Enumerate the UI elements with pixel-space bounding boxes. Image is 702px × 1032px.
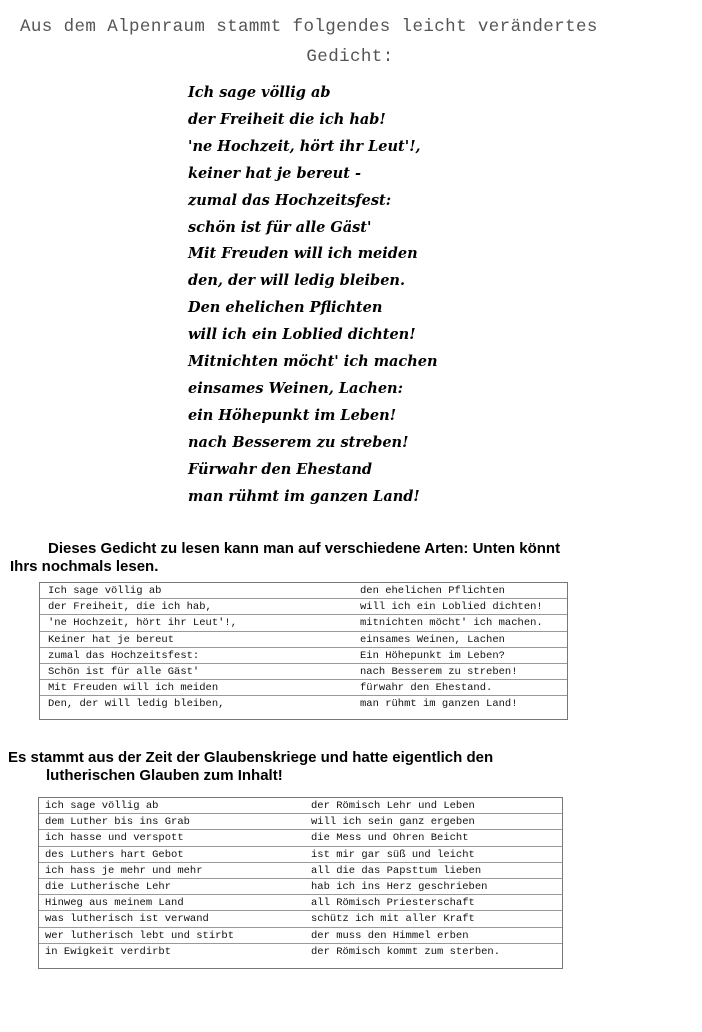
- cell-left: Ich sage völlig ab: [48, 585, 162, 597]
- section-2-heading-line-2: lutherischen Glauben zum Inhalt!: [46, 767, 283, 784]
- poem-line: schön ist für alle Gäst': [188, 218, 372, 236]
- cell-right: will ich sein ganz ergeben: [311, 816, 475, 829]
- cell-left: wer lutherisch lebt und stirbt: [45, 929, 235, 942]
- poem-line: keiner hat je bereut -: [188, 164, 361, 182]
- cell-right: die Mess und Ohren Beicht: [311, 832, 469, 845]
- table-row: [39, 863, 562, 879]
- table-row: [39, 895, 562, 911]
- cell-right: ist mir gar süß und leicht: [311, 848, 475, 861]
- cell-right: hab ich ins Herz geschrieben: [311, 880, 488, 893]
- section-1-heading-line-2: Ihrs nochmals lesen.: [10, 558, 159, 575]
- lutheran-table: [38, 797, 563, 969]
- poem-line: Den ehelichen Pflichten: [188, 299, 383, 317]
- cell-left: ich hasse und verspott: [45, 832, 184, 845]
- intro-text: [20, 12, 660, 72]
- table-row: [40, 696, 567, 712]
- poem-line: Mitnichten möcht' ich machen: [188, 353, 438, 371]
- table-row: [39, 830, 562, 846]
- table-row: [40, 599, 567, 615]
- table-row: [39, 928, 562, 944]
- table-row: [40, 615, 567, 631]
- poem-line: nach Besserem zu streben!: [188, 433, 409, 451]
- table-row: [40, 648, 567, 664]
- poem-line: Ich sage völlig ab: [188, 84, 331, 101]
- section-2-heading: [8, 749, 648, 785]
- cell-left: Schön ist für alle Gäst': [48, 665, 200, 678]
- cell-right: Ein Höhepunkt im Leben?: [360, 649, 505, 662]
- cell-left: Keiner hat je bereut: [48, 633, 175, 646]
- cell-right: fürwahr den Ehestand.: [360, 682, 493, 695]
- cell-left: Mit Freuden will ich meiden: [48, 682, 219, 695]
- poem-line: Mit Freuden will ich meiden: [188, 245, 418, 263]
- poem-line: Fürwahr den Ehestand: [188, 460, 373, 478]
- table-row: [40, 680, 567, 696]
- section-2-heading-line-1: Es stammt aus der Zeit der Glaubenskriege und hatte eigentlich den: [8, 749, 494, 766]
- cell-left: 'ne Hochzeit, hört ihr Leut'!,: [48, 617, 238, 630]
- section-1-heading: [10, 540, 650, 576]
- cell-left: die Lutherische Lehr: [45, 880, 172, 893]
- cell-right: mitnichten möcht' ich machen.: [360, 617, 543, 630]
- table-row: [40, 583, 567, 599]
- cell-left: was lutherisch ist verwand: [45, 913, 209, 926]
- poem-line: will ich ein Loblied dichten!: [188, 326, 416, 344]
- reading-table: [39, 582, 568, 720]
- cell-left: in Ewigkeit verdirbt: [45, 945, 172, 958]
- cell-left: Hinweg aus meinem Land: [45, 897, 184, 910]
- poem-line: zumal das Hochzeitsfest:: [188, 191, 392, 209]
- table-row: [39, 798, 562, 814]
- table-row: [39, 847, 562, 863]
- cell-left: des Luthers hart Gebot: [45, 848, 184, 861]
- table-row: [39, 879, 562, 895]
- cell-right: man rühmt im ganzen Land!: [360, 698, 518, 711]
- cell-right: den ehelichen Pflichten: [360, 585, 505, 597]
- table-row: [39, 911, 562, 927]
- poem-line: der Freiheit die ich hab!: [188, 110, 386, 128]
- cell-right: einsames Weinen, Lachen: [360, 633, 505, 646]
- cell-right: der Römisch Lehr und Leben: [311, 800, 475, 812]
- cell-right: all die das Papsttum lieben: [311, 864, 482, 877]
- poem-line: 'ne Hochzeit, hört ihr Leut'!,: [188, 137, 421, 155]
- table-row: [40, 664, 567, 680]
- cell-left: Den, der will ledig bleiben,: [48, 698, 225, 711]
- intro-line-1: Aus dem Alpenraum stammt folgendes leicht verändertes: [20, 17, 598, 37]
- table-row: [39, 944, 562, 960]
- cell-right: will ich ein Loblied dichten!: [360, 601, 543, 614]
- table-row: [39, 814, 562, 830]
- table-row: [40, 632, 567, 648]
- cell-right: nach Besserem zu streben!: [360, 665, 518, 678]
- cell-left: der Freiheit, die ich hab,: [48, 601, 212, 614]
- intro-line-2: Gedicht:: [306, 47, 394, 67]
- cell-left: ich sage völlig ab: [45, 800, 159, 812]
- cell-right: all Römisch Priesterschaft: [311, 897, 475, 910]
- cell-right: der Römisch kommt zum sterben.: [311, 945, 501, 958]
- cell-left: dem Luther bis ins Grab: [45, 816, 190, 829]
- cell-left: ich hass je mehr und mehr: [45, 864, 203, 877]
- cell-right: schütz ich mit aller Kraft: [311, 913, 475, 926]
- poem-line: man rühmt im ganzen Land!: [188, 487, 420, 505]
- poem: [188, 80, 448, 511]
- poem-line: ein Höhepunkt im Leben!: [188, 406, 397, 424]
- cell-left: zumal das Hochzeitsfest:: [48, 649, 200, 662]
- cell-right: der muss den Himmel erben: [311, 929, 469, 942]
- poem-line: einsames Weinen, Lachen:: [188, 379, 403, 397]
- section-1-heading-line-1: Dieses Gedicht zu lesen kann man auf verschiedene Arten: Unten könnt: [48, 540, 561, 557]
- poem-line: den, der will ledig bleiben.: [188, 272, 406, 290]
